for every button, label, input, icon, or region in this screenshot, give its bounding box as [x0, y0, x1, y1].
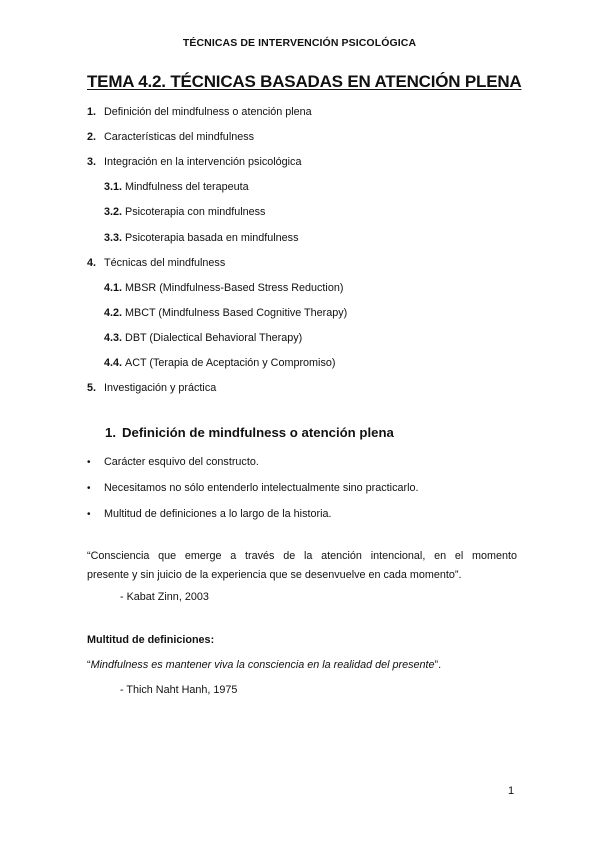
- toc-subitem: [104, 307, 347, 319]
- toc-subitem: [104, 357, 335, 369]
- toc-text: Definición del mindfulness o atención plena: [104, 106, 312, 118]
- bullet-icon: •: [87, 483, 91, 494]
- bullet-text: Carácter esquivo del constructo.: [104, 456, 259, 468]
- toc-text: Psicoterapia basada en mindfulness: [125, 232, 299, 244]
- toc-item: [87, 106, 312, 118]
- bullet-item: [87, 456, 259, 468]
- toc-number: 4.2.: [104, 307, 123, 319]
- toc-item: [87, 257, 225, 269]
- quote-attribution: - Thich Naht Hanh, 1975: [120, 684, 238, 696]
- running-header: TÉCNICAS DE INTERVENCIÓN PSICOLÓGICA: [182, 37, 417, 49]
- definition-quote: [87, 547, 517, 585]
- toc-number: 4.3.: [104, 332, 123, 344]
- second-quote: [87, 659, 441, 671]
- bullet-item: [87, 508, 331, 520]
- toc-text: Integración en la intervención psicológica: [104, 156, 302, 168]
- toc-text: DBT (Dialectical Behavioral Therapy): [125, 332, 303, 344]
- quote-line: presente y sin juicio de la experiencia que se desenvuelve en cada momento”.: [87, 569, 462, 581]
- toc-number: 3.2.: [104, 206, 123, 218]
- bullet-icon: •: [87, 457, 91, 468]
- toc-text: MBSR (Mindfulness-Based Stress Reduction): [125, 282, 344, 294]
- section-heading: [105, 425, 394, 440]
- toc-item: [87, 131, 254, 143]
- toc-text: Investigación y práctica: [104, 382, 217, 394]
- quote-attribution: - Kabat Zinn, 2003: [120, 591, 209, 603]
- toc-subitem: [104, 181, 249, 193]
- toc-subitem: [104, 332, 302, 344]
- toc-number: 4.4.: [104, 357, 123, 369]
- toc-number: 2.: [87, 131, 97, 143]
- subheading: Multitud de definiciones:: [87, 634, 215, 646]
- toc-number: 5.: [87, 382, 97, 394]
- section-title: Definición de mindfulness o atención plena: [122, 425, 394, 440]
- bullet-text: Necesitamos no sólo entenderlo intelectualmente sino practicarlo.: [104, 482, 419, 494]
- bullet-item: [87, 482, 418, 494]
- toc-number: 4.1.: [104, 282, 123, 294]
- toc-text: Mindfulness del terapeuta: [125, 181, 249, 193]
- quote-line: “Consciencia que emerge a través de la atención intencional, en el momento: [87, 550, 517, 562]
- toc-text: Técnicas del mindfulness: [104, 257, 226, 269]
- quote-mark: “: [87, 659, 91, 671]
- toc-subitem: [104, 232, 298, 244]
- bullet-icon: •: [87, 509, 91, 520]
- toc-number: 3.1.: [104, 181, 123, 193]
- toc-item: [87, 382, 216, 394]
- toc-subitem: [104, 206, 265, 218]
- bullet-text: Multitud de definiciones a lo largo de la historia.: [104, 508, 332, 520]
- toc-text: Características del mindfulness: [104, 131, 255, 143]
- toc-number: 1.: [87, 106, 97, 118]
- toc-number: 3.3.: [104, 232, 123, 244]
- quote-text: Mindfulness es mantener viva la consciencia en la realidad del presente: [90, 659, 435, 671]
- page-number: 1: [508, 785, 515, 797]
- toc-subitem: [104, 282, 343, 294]
- toc-number: 3.: [87, 156, 97, 168]
- toc-item: [87, 156, 301, 168]
- page-title: TEMA 4.2. TÉCNICAS BASADAS EN ATENCIÓN PLENA: [87, 72, 522, 91]
- section-number: 1.: [105, 425, 116, 440]
- toc-text: ACT (Terapia de Aceptación y Compromiso): [125, 357, 336, 369]
- toc-number: 4.: [87, 257, 97, 269]
- toc-text: MBCT (Mindfulness Based Cognitive Therapy): [125, 307, 348, 319]
- quote-mark: ”.: [434, 659, 442, 671]
- toc-text: Psicoterapia con mindfulness: [125, 206, 266, 218]
